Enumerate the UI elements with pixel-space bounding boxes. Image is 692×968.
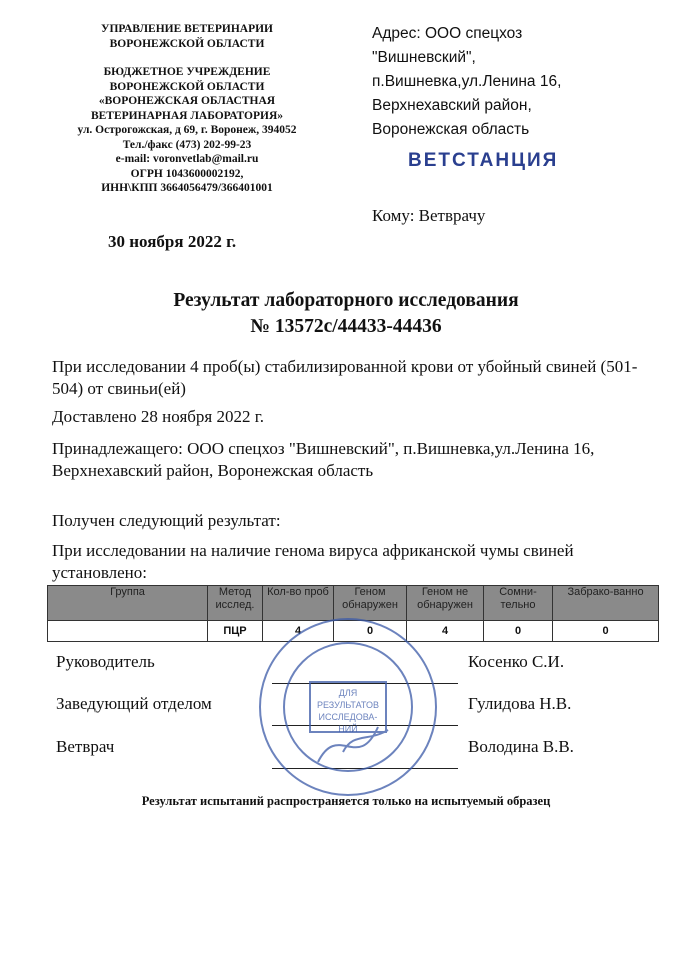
header-detected: Геном обнаружен: [334, 586, 407, 621]
cell-rejected: 0: [553, 621, 659, 642]
paragraph-result-intro: Получен следующий результат:: [52, 511, 281, 530]
org-line: Тел./факс (473) 202-99-23: [122, 138, 252, 151]
signature-name: Косенко С.И.: [468, 652, 565, 671]
cell-not-detected: 4: [407, 621, 484, 642]
cell-group: [48, 621, 208, 642]
org-line: ул. Острогожская, д 69, г. Воронеж, 394052: [77, 124, 297, 136]
cell-doubtful: 0: [484, 621, 553, 642]
paragraph-delivered: Доставлено 28 ноября 2022 г.: [52, 407, 265, 426]
address-line: "Вишневский",: [372, 49, 476, 66]
org-line: ВОРОНЕЖСКОЙ ОБЛАСТИ: [109, 80, 265, 93]
org-line: БЮДЖЕТНОЕ УЧРЕЖДЕНИЕ: [103, 66, 271, 78]
official-seal: [248, 612, 448, 802]
paragraph-samples: При исследовании 4 проб(ы) стабилизированной крови от убойный свиней (501-504) от свиньи(ей): [52, 357, 638, 398]
cell-detected: 0: [334, 621, 407, 642]
header-count: Кол-во проб: [263, 586, 334, 621]
address-line: Верхнехавский район,: [372, 97, 532, 114]
org-line: УПРАВЛЕНИЕ ВЕТЕРИНАРИИ: [101, 23, 273, 35]
svg-text:РЕЗУЛЬТАТОВ: РЕЗУЛЬТАТОВ: [316, 700, 380, 710]
header-group: Группа: [48, 586, 208, 621]
svg-text:ИССЛЕДОВА-: ИССЛЕДОВА-: [318, 712, 378, 722]
header-rejected: Забрако-ванно: [553, 586, 659, 621]
signature-role: Ветврач: [56, 737, 115, 756]
header-doubtful: Сомни-тельно: [484, 586, 553, 621]
recipient: Кому: Ветврачу: [372, 206, 486, 225]
vetstation-stamp: ВЕТСТАНЦИЯ: [408, 150, 559, 171]
svg-text:ДЛЯ: ДЛЯ: [338, 688, 358, 698]
org-line: ВЕТЕРИНАРНАЯ ЛАБОРАТОРИЯ»: [90, 109, 284, 122]
signature-name: Гулидова Н.В.: [468, 694, 572, 713]
org-line: «ВОРОНЕЖСКАЯ ОБЛАСТНАЯ: [98, 95, 276, 107]
org-line: ИНН\КПП 3664056479/366401001: [101, 182, 273, 194]
org-line: ОГРН 1043600002192,: [130, 167, 244, 180]
footer-note: Результат испытаний распространяется только на испытуемый образец: [141, 794, 551, 808]
svg-text:НИЙ: НИЙ: [338, 724, 358, 734]
cell-method: ПЦР: [208, 621, 263, 642]
paragraph-asf: При исследовании на наличие генома вируса африканской чумы свиней установлено:: [52, 541, 574, 582]
header-not-detected: Геном не обнаружен: [407, 586, 484, 621]
title-line: Результат лабораторного исследования: [173, 290, 519, 311]
cell-count: 4: [263, 621, 334, 642]
address-line: п.Вишневка,ул.Ленина 16,: [372, 73, 562, 90]
organization-header: [62, 22, 312, 196]
paragraph-owner: Принадлежащего: ООО спецхоз "Вишневский", п.Вишневка,ул.Ленина 16, Верхнехавский район, Воронежская область: [52, 439, 595, 480]
recipient-address: [372, 22, 561, 142]
signature-role: Заведующий отделом: [56, 694, 212, 713]
org-line: ВОРОНЕЖСКОЙ ОБЛАСТИ: [109, 37, 265, 50]
signature-role: Руководитель: [56, 652, 155, 671]
document-title: [0, 288, 692, 340]
org-line: e-mail: voronvetlab@mail.ru: [115, 153, 259, 165]
document-number: № 13572с/44433-44436: [250, 316, 442, 337]
signature-name: Володина В.В.: [468, 737, 574, 756]
document-date: 30 ноября 2022 г.: [108, 232, 237, 251]
address-line: Воронежская область: [372, 121, 530, 138]
header-method: Метод исслед.: [208, 586, 263, 621]
address-line: Адрес: ООО спецхоз: [372, 25, 523, 42]
